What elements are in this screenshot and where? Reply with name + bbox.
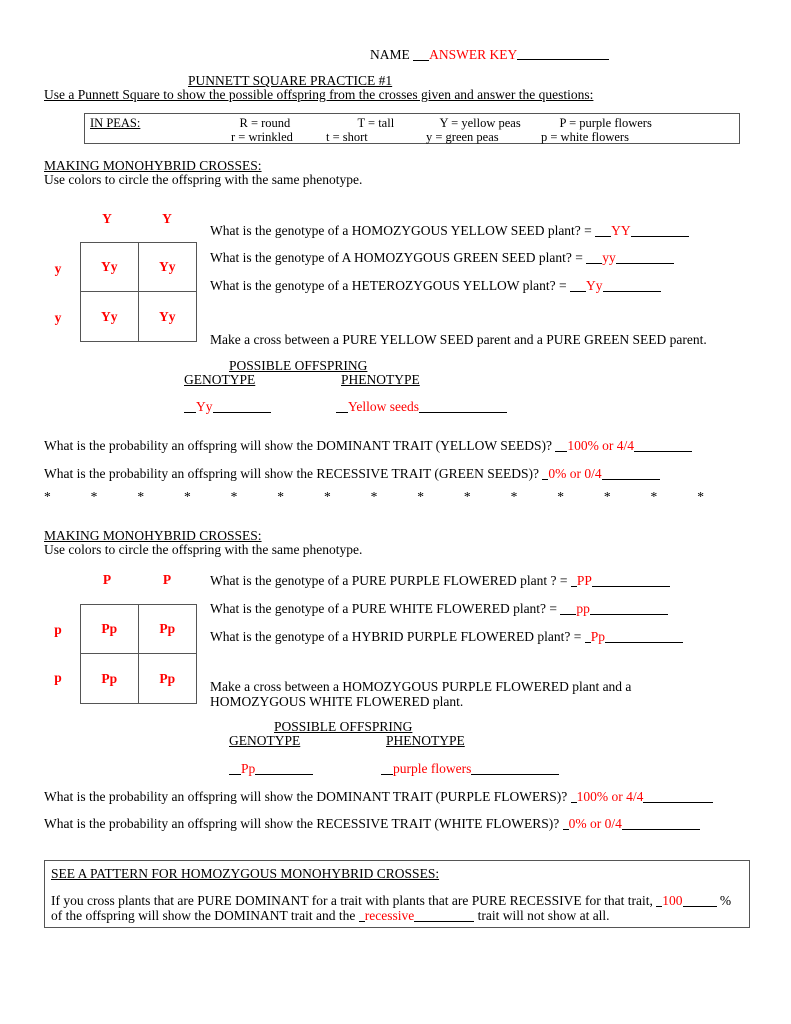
- section1-question-1-answer: YY: [611, 223, 631, 238]
- q1-1-blank-post: [631, 223, 689, 237]
- section2-probability-dominant-text: What is the probability an offspring will show the DOMINANT TRAIT (PURPLE FLOWERS)?: [44, 789, 571, 804]
- section1-question-3-answer: Yy: [586, 278, 603, 293]
- section2-probability-recessive-answer: 0% or 0/4: [568, 816, 622, 831]
- divider-asterisk: *: [44, 489, 51, 504]
- section1-phenotype-value: Yellow seeds: [348, 399, 420, 414]
- punnett1-top-allele-1: Y: [162, 211, 172, 226]
- section1-question-2: [210, 250, 674, 266]
- section2-probability-recessive: [44, 816, 700, 832]
- divider-asterisk: *: [323, 489, 331, 504]
- key-t-short: t = short: [326, 130, 368, 144]
- instruction-text: Use a Punnett Square to show the possible offspring from the crosses given and answer the questions:: [44, 87, 594, 102]
- section1-probability-recessive: [44, 466, 660, 482]
- key-y-green: y = green peas: [426, 130, 499, 144]
- pattern-rec-blank-post: [414, 908, 474, 922]
- q2-1-blank-post: [592, 573, 670, 587]
- pattern-pct-blank-post: [683, 893, 717, 907]
- section2-cross-instruction: Make a cross between a HOMOZYGOUS PURPLE FLOWERED plant and a HOMOZYGOUS WHITE FLOWERED plant.: [210, 679, 632, 709]
- pattern-body-part3: trait will not show at all.: [474, 908, 610, 923]
- name-line: [370, 46, 609, 63]
- s1-geno-blank-post: [213, 399, 271, 413]
- punnett2-side-allele-0: p: [54, 622, 62, 637]
- section1-probability-dominant-answer: 100% or 4/4: [567, 438, 635, 453]
- divider-asterisk: *: [183, 489, 191, 504]
- section2-heading: MAKING MONOHYBRID CROSSES:: [44, 528, 262, 543]
- section1-question-3-text: What is the genotype of a HETEROZYGOUS YELLOW plant? =: [210, 278, 571, 293]
- section2-question-1: [210, 573, 670, 589]
- q1-1-blank-pre: [595, 223, 611, 237]
- punnett-square-1: [80, 242, 197, 342]
- punnett1-side-allele-1: y: [54, 310, 62, 325]
- divider-asterisk: *: [697, 489, 704, 504]
- section2-subheading: Use colors to circle the offspring with the same phenotype.: [44, 542, 363, 557]
- section1-heading: MAKING MONOHYBRID CROSSES:: [44, 158, 262, 173]
- section1-question-1-text: What is the genotype of a HOMOZYGOUS YELLOW SEED plant? =: [210, 223, 596, 238]
- q2-2-blank-post: [590, 601, 668, 615]
- section1-offspring-title: POSSIBLE OFFSPRING: [229, 358, 368, 373]
- punnett1-cell-1: Yy: [139, 243, 197, 292]
- section2-genotype-value-line: [229, 761, 313, 777]
- s1-pheno-blank-post: [419, 399, 507, 413]
- s2-pheno-blank-post: [471, 761, 559, 775]
- name-value: ANSWER KEY: [429, 47, 518, 62]
- section1-subheading: Use colors to circle the offspring with the same phenotype.: [44, 172, 363, 187]
- divider-asterisk: *: [417, 489, 424, 504]
- divider-asterisk: *: [650, 489, 658, 504]
- section2-question-3-text: What is the genotype of a HYBRID PURPLE FLOWERED plant? =: [210, 629, 585, 644]
- pattern-summary-box: [44, 860, 750, 928]
- section2-probability-dominant: [44, 789, 713, 805]
- divider-asterisk: *: [277, 489, 285, 504]
- s2-geno-blank-post: [255, 761, 313, 775]
- section2-offspring-title: POSSIBLE OFFSPRING: [274, 719, 413, 734]
- divider-asterisk: *: [603, 489, 611, 504]
- divider-asterisk: *: [510, 489, 518, 504]
- divider-asterisk: *: [557, 489, 564, 504]
- section2-question-2-answer: pp: [576, 601, 590, 616]
- section2-question-1-text: What is the genotype of a PURE PURPLE FLOWERED plant ? =: [210, 573, 571, 588]
- q1-2-blank-pre: [586, 250, 602, 264]
- section2-question-2: [210, 601, 668, 617]
- pattern-recessive-answer: recessive: [364, 908, 415, 923]
- q2-3-blank-post: [605, 629, 683, 643]
- asterisk-divider: [44, 489, 704, 505]
- section1-phenotype-header: PHENOTYPE: [341, 372, 420, 387]
- section1-probability-recessive-text: What is the probability an offspring will show the RECESSIVE TRAIT (GREEN SEEDS)?: [44, 466, 543, 481]
- section1-question-3: [210, 278, 661, 294]
- s1-pd-blank-pre: [555, 438, 567, 452]
- name-blank-before: [413, 47, 429, 61]
- name-blank-after: [517, 46, 609, 60]
- divider-asterisk: *: [463, 489, 471, 504]
- section2-phenotype-value: purple flowers: [393, 761, 472, 776]
- section1-genotype-header: GENOTYPE: [184, 372, 256, 387]
- section1-question-2-text: What is the genotype of A HOMOZYGOUS GREEN SEED plant? =: [210, 250, 587, 265]
- divider-asterisk: *: [370, 489, 378, 504]
- s1-pr-blank-post: [602, 466, 660, 480]
- punnett1-side-allele-0: y: [54, 261, 62, 276]
- section2-question-1-answer: PP: [576, 573, 592, 588]
- section2-phenotype-header: PHENOTYPE: [386, 733, 465, 748]
- q1-3-blank-post: [603, 278, 661, 292]
- section1-cross-instruction: Make a cross between a PURE YELLOW SEED parent and a PURE GREEN SEED parent.: [210, 332, 707, 347]
- punnett2-top-allele-1: P: [162, 572, 172, 587]
- punnett2-cell-1: Pp: [139, 605, 197, 654]
- key-p-white: p = white flowers: [541, 130, 629, 144]
- key-t-tall: T = tall: [357, 116, 395, 130]
- s1-geno-blank-pre: [184, 399, 196, 413]
- punnett2-side-allele-1: p: [54, 670, 62, 685]
- s1-pd-blank-post: [634, 438, 692, 452]
- trait-key-box: [84, 113, 740, 144]
- pattern-heading: SEE A PATTERN FOR HOMOZYGOUS MONOHYBRID CROSSES:: [51, 866, 440, 881]
- key-p-purple: P = purple flowers: [559, 116, 652, 130]
- s2-geno-blank-pre: [229, 761, 241, 775]
- key-r-round: R = round: [239, 116, 291, 130]
- section2-phenotype-value-line: [381, 761, 559, 777]
- section1-genotype-value-line: [184, 399, 271, 415]
- section2-probability-recessive-text: What is the probability an offspring will show the RECESSIVE TRAIT (WHITE FLOWERS)?: [44, 816, 563, 831]
- punnett2-cell-2: Pp: [81, 654, 139, 703]
- section2-question-3: [210, 629, 683, 645]
- section1-question-2-answer: yy: [602, 250, 616, 265]
- punnett1-cell-3: Yy: [159, 308, 176, 324]
- key-y-yellow: Y = yellow peas: [439, 116, 521, 130]
- pattern-percent-answer: 100: [662, 893, 683, 908]
- section2-question-2-text: What is the genotype of a PURE WHITE FLOWERED plant? =: [210, 601, 561, 616]
- divider-asterisk: *: [137, 489, 145, 504]
- punnett2-cell-3: Pp: [159, 670, 176, 686]
- punnett2-cell-0: Pp: [81, 605, 139, 654]
- q2-2-blank-pre: [560, 601, 576, 615]
- s2-pd-blank-post: [643, 789, 713, 803]
- section1-phenotype-value-line: [336, 399, 507, 415]
- s1-pheno-blank-pre: [336, 399, 348, 413]
- section1-probability-recessive-answer: 0% or 0/4: [548, 466, 602, 481]
- name-label: NAME: [370, 47, 410, 62]
- pattern-body-part2: % of the offspring will show the DOMINANT trait and the: [51, 893, 732, 923]
- pattern-body-part1: If you cross plants that are PURE DOMINANT for a trait with plants that are PURE RECESSIVE for that trait,: [51, 893, 657, 908]
- punnett-square-2: [80, 604, 197, 704]
- page-title: PUNNETT SQUARE PRACTICE #1: [188, 73, 393, 88]
- key-r-wrinkled: r = wrinkled: [231, 130, 293, 144]
- section1-genotype-value: Yy: [196, 399, 213, 414]
- punnett2-top-allele-0: P: [102, 572, 112, 587]
- key-row-dominant: [90, 116, 652, 131]
- key-label: IN PEAS:: [90, 116, 141, 130]
- s2-pr-blank-post: [622, 816, 700, 830]
- punnett1-top-allele-0: Y: [102, 211, 112, 226]
- divider-asterisk: *: [230, 489, 238, 504]
- punnett1-cell-2: Yy: [81, 292, 139, 341]
- section2-genotype-value: Pp: [241, 761, 256, 776]
- key-row-recessive: [90, 130, 629, 145]
- divider-asterisk: *: [90, 489, 98, 504]
- section2-genotype-header: GENOTYPE: [229, 733, 301, 748]
- section1-question-1: [210, 223, 689, 239]
- section2-question-3-answer: Pp: [590, 629, 605, 644]
- pattern-body: [51, 893, 741, 923]
- punnett1-cell-0: Yy: [81, 243, 139, 292]
- q1-3-blank-pre: [570, 278, 586, 292]
- section1-probability-dominant: [44, 438, 692, 454]
- s2-pheno-blank-pre: [381, 761, 393, 775]
- section2-probability-dominant-answer: 100% or 4/4: [576, 789, 644, 804]
- section1-probability-dominant-text: What is the probability an offspring will show the DOMINANT TRAIT (YELLOW SEEDS)?: [44, 438, 556, 453]
- q1-2-blank-post: [616, 250, 674, 264]
